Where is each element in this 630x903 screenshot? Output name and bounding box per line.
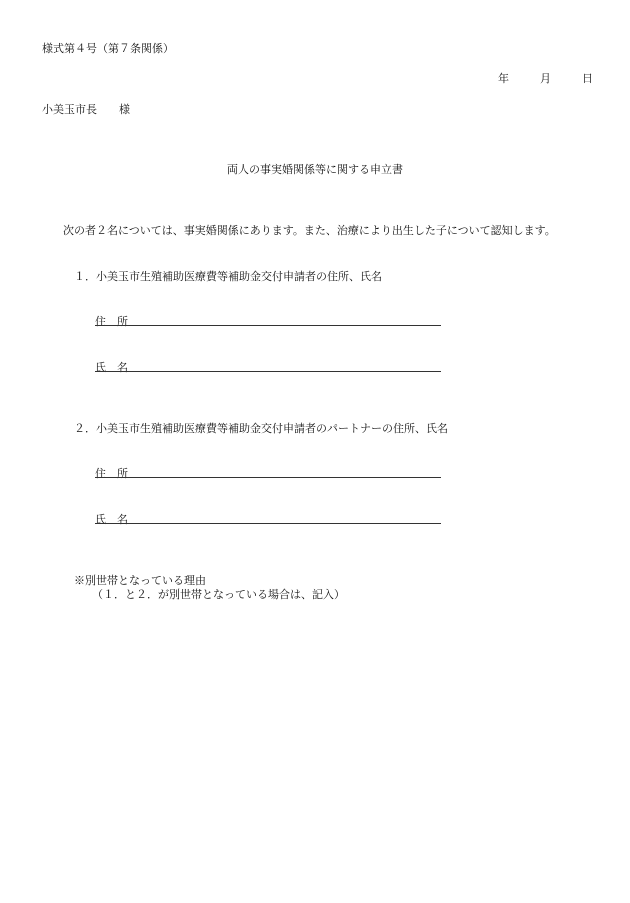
- section-2-heading: ２．小美玉市生殖補助医療費等補助金交付申請者のパートナーの住所、氏名: [74, 422, 448, 435]
- document-title: 両人の事実婚関係等に関する申立書: [227, 163, 403, 176]
- section-1-heading: １．小美玉市生殖補助医療費等補助金交付申請者の住所、氏名: [74, 270, 382, 283]
- form-number: 様式第４号（第７条関係）: [42, 42, 174, 55]
- section-1-name-line[interactable]: [95, 371, 441, 372]
- date-year-label: 年: [498, 72, 509, 85]
- section-2-name-label: 氏 名: [95, 513, 128, 526]
- section-1-name-label: 氏 名: [95, 361, 128, 374]
- addressee: 小美玉市長 様: [42, 103, 130, 116]
- separate-household-title: ※別世帯となっている理由: [74, 574, 206, 587]
- section-1-address-line[interactable]: [95, 325, 441, 326]
- intro-text: 次の者２名については、事実婚関係にあります。また、治療により出生した子について認知します。: [63, 224, 556, 237]
- section-2-address-label: 住 所: [95, 467, 128, 480]
- date-day-label: 日: [582, 72, 593, 85]
- section-2-name-line[interactable]: [95, 523, 441, 524]
- separate-household-subtext: （１．と２．が別世帯となっている場合は、記入）: [92, 588, 345, 601]
- date-month-label: 月: [540, 72, 551, 85]
- section-1-address-label: 住 所: [95, 315, 128, 328]
- section-2-address-line[interactable]: [95, 477, 441, 478]
